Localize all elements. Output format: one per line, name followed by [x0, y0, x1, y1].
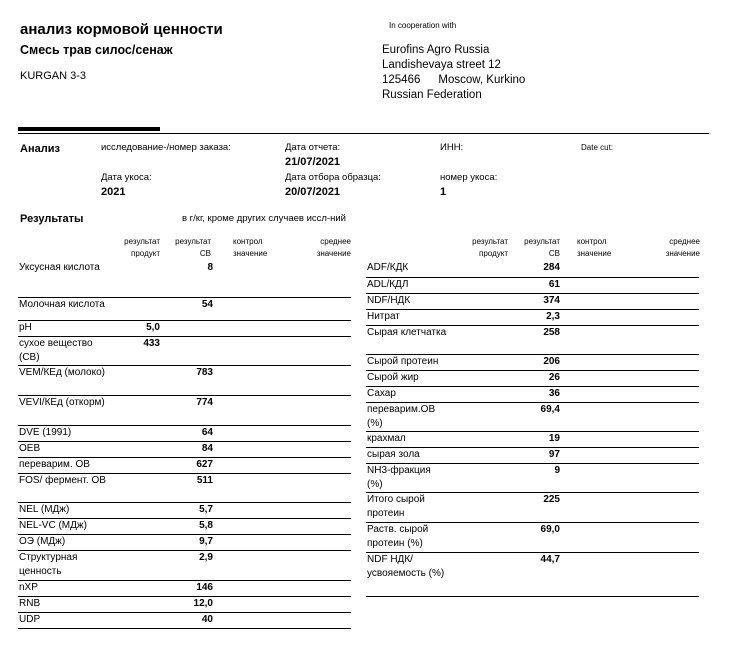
report-date-value: 21/07/2021 [285, 156, 341, 168]
table-row [366, 552, 699, 596]
row-dm-value: 9 [554, 464, 560, 476]
analysis-label: Анализ [20, 143, 60, 155]
left-header-dm: результат СВ [175, 237, 211, 258]
results-table-left [18, 261, 351, 629]
table-row [18, 596, 351, 612]
row-name: ADF/КДК [367, 262, 409, 273]
table-row [18, 550, 351, 580]
row-product-value [110, 457, 160, 473]
sample-date-label: Дата отбора образца: [285, 172, 381, 183]
table-row [366, 370, 699, 386]
cut-number-value: 1 [440, 186, 447, 198]
row-name: Сырая клетчатка [367, 326, 447, 338]
row-dm-value: 44,7 [540, 553, 560, 565]
row-name: VEM/КЕд (молоко) [19, 366, 105, 378]
row-extra [560, 522, 699, 552]
row-dm-value: 5,7 [199, 503, 213, 515]
report-title: анализ кормовой ценности [20, 21, 223, 38]
row-dm-value: 84 [201, 442, 213, 454]
row-product-value [448, 522, 508, 552]
row-dm-value: 225 [543, 493, 560, 505]
row-name: NH3-фракция (%) [367, 464, 431, 490]
table-row [366, 447, 699, 463]
row-name: NEL (МДж) [19, 503, 70, 515]
row-extra [213, 336, 351, 365]
row-extra [213, 580, 351, 596]
row-dm-value: 54 [201, 298, 213, 310]
row-product-value [448, 277, 508, 293]
table-row [18, 261, 351, 297]
row-name: переварим.ОВ (%) [367, 403, 436, 429]
table-row [366, 522, 699, 552]
cut-date-label: Дата укоса: [101, 172, 152, 183]
row-dm-value: 774 [196, 396, 213, 408]
row-name: UDP [19, 613, 41, 625]
row-extra [560, 463, 699, 492]
table-row [18, 320, 351, 336]
results-unit-note: в г/кг, кроме других случаев иссл-ний [182, 213, 346, 224]
row-product-value [110, 425, 160, 441]
row-dm-value: 284 [543, 262, 560, 273]
table-row [366, 277, 699, 293]
row-product-value [448, 431, 508, 447]
row-name: NDF/НДК [367, 294, 411, 306]
row-extra [560, 447, 699, 463]
row-product-value [448, 293, 508, 309]
right-header-average: среднее значение [665, 237, 700, 258]
row-dm-value: 511 [196, 474, 213, 486]
address-city: Moscow, Kurkino [438, 74, 526, 86]
cooperation-label: In cooperation with [389, 21, 457, 30]
row-dm-value: 5,8 [199, 519, 213, 531]
cut-date-value: 2021 [101, 186, 126, 198]
row-name: FOS/ фермент. ОВ [19, 474, 106, 486]
row-dm-value: 2,9 [199, 551, 213, 563]
sample-date-value: 20/07/2021 [285, 186, 341, 198]
row-extra [213, 261, 351, 297]
right-header-product: результат продукт [472, 237, 508, 258]
row-extra [560, 354, 699, 370]
row-name: OEB [19, 442, 41, 454]
row-dm-value: 2,3 [546, 310, 560, 322]
row-product-value [110, 502, 160, 518]
table-row [366, 463, 699, 492]
row-extra [213, 365, 351, 395]
row-extra [560, 277, 699, 293]
row-name: NEL-VC (МДж) [19, 519, 87, 531]
section-divider-thick [18, 127, 160, 131]
row-name: Раств. сырой протеин (%) [367, 523, 429, 549]
table-row [18, 502, 351, 518]
row-name: Нитрат [367, 310, 400, 322]
row-name: переварим. ОВ [19, 458, 90, 470]
row-dm-value: 61 [548, 278, 560, 290]
row-product-value [110, 297, 160, 320]
row-name: Молочная кислота [19, 298, 105, 310]
row-product-value [110, 612, 160, 628]
row-extra [560, 431, 699, 447]
row-dm-value: 627 [196, 458, 213, 470]
address-city-line [382, 73, 525, 88]
order-number-label: исследование-/номер заказа: [101, 142, 231, 153]
row-dm-value: 9,7 [199, 535, 213, 547]
left-header-control: контрол значение [233, 237, 268, 258]
row-extra [560, 492, 699, 522]
row-dm-value [160, 336, 213, 365]
row-product-value [110, 365, 160, 395]
table-row [18, 441, 351, 457]
row-name: Уксусная кислота [19, 262, 100, 273]
row-extra [213, 395, 351, 425]
row-dm-value: 12,0 [193, 597, 213, 609]
table-row [18, 395, 351, 425]
row-dm-value: 8 [207, 262, 213, 273]
row-extra [213, 612, 351, 628]
row-extra [213, 596, 351, 612]
row-extra [213, 297, 351, 320]
row-dm-value: 258 [543, 326, 560, 338]
row-name: ОЭ (МДж) [19, 535, 66, 547]
row-extra [213, 518, 351, 534]
row-name: RNB [19, 597, 41, 609]
row-extra [213, 457, 351, 473]
row-name: DVE (1991) [19, 426, 72, 438]
row-product-value [448, 309, 508, 325]
date-cut-label: Date cut: [581, 143, 614, 152]
row-dm-value: 64 [201, 426, 213, 438]
row-product-value [110, 596, 160, 612]
table-row [18, 612, 351, 628]
row-extra [213, 425, 351, 441]
row-extra [213, 502, 351, 518]
row-product-value [110, 580, 160, 596]
row-product-value [110, 550, 160, 580]
row-dm-value: 69,4 [540, 403, 560, 415]
row-extra [560, 293, 699, 309]
row-product-value [448, 386, 508, 402]
table-row [18, 365, 351, 395]
table-row [366, 261, 699, 277]
sample-code: KURGAN 3-3 [20, 70, 87, 82]
results-table-right [366, 261, 699, 597]
row-extra [560, 261, 699, 277]
report-subtitle: Смесь трав силос/сенаж [20, 43, 173, 57]
row-product-value [448, 402, 508, 431]
row-dm-value [160, 320, 213, 336]
row-dm-value: 19 [548, 432, 560, 444]
table-row [18, 297, 351, 320]
row-extra [213, 550, 351, 580]
row-name: NDF НДК/усвояемость (%) [367, 553, 445, 579]
row-name: Сырой протеин [367, 355, 439, 367]
row-dm-value: 26 [548, 371, 560, 383]
row-name: ADL/КДЛ [367, 278, 409, 290]
address-zip: 125466 [382, 74, 421, 86]
section-divider [18, 133, 709, 134]
row-product-value [448, 325, 508, 354]
row-extra [560, 325, 699, 354]
row-name: VEVI/КЕд (откорм) [19, 396, 105, 408]
row-product-value [110, 441, 160, 457]
row-product-value [448, 463, 508, 492]
row-extra [213, 473, 351, 502]
row-product-value [448, 492, 508, 522]
report-date-label: Дата отчета: [285, 142, 341, 153]
row-dm-value: 783 [196, 366, 213, 378]
table-row [18, 518, 351, 534]
row-product-value [448, 552, 508, 596]
row-product-value [448, 261, 508, 277]
row-name: крахмал [367, 432, 406, 444]
row-extra [560, 552, 699, 596]
row-product-value [110, 534, 160, 550]
table-row [18, 336, 351, 365]
left-header-product: результат продукт [124, 237, 160, 258]
address-company: Eurofins Agro Russia [382, 44, 490, 56]
table-row [366, 325, 699, 354]
row-product-value: 433 [143, 337, 160, 349]
row-dm-value: 97 [548, 448, 560, 460]
row-dm-value: 36 [548, 387, 560, 399]
row-name: pH [19, 321, 32, 333]
row-name: nXP [19, 581, 38, 593]
cut-number-label: номер укоса: [440, 172, 498, 183]
results-title: Результаты [20, 213, 84, 225]
row-product-value [110, 518, 160, 534]
table-row [366, 402, 699, 431]
row-name: Структурная ценность [19, 551, 78, 577]
table-row [366, 431, 699, 447]
inn-label: ИНН: [440, 142, 464, 153]
row-name: Сахар [367, 387, 396, 399]
row-dm-value: 146 [196, 581, 213, 593]
row-name: сырая зола [367, 448, 420, 460]
table-row [18, 473, 351, 502]
row-product-value [110, 261, 160, 297]
table-row [366, 354, 699, 370]
table-row [18, 534, 351, 550]
right-header-dm: результат СВ [524, 237, 560, 258]
row-extra [560, 370, 699, 386]
row-extra [560, 386, 699, 402]
row-dm-value: 206 [543, 355, 560, 367]
row-dm-value: 374 [543, 294, 560, 306]
row-name: Сырой жир [367, 371, 419, 383]
address-street: Landishevaya street 12 [382, 59, 501, 71]
row-extra [560, 309, 699, 325]
row-extra [213, 534, 351, 550]
left-header-average: среднее значение [316, 237, 351, 258]
row-product-value [448, 354, 508, 370]
row-product-value [110, 395, 160, 425]
table-row [18, 457, 351, 473]
row-name: Итого сырой протеин [367, 493, 425, 519]
table-row [366, 309, 699, 325]
table-row [366, 386, 699, 402]
right-header-control: контрол значение [577, 237, 612, 258]
row-extra [560, 402, 699, 431]
row-product-value [448, 447, 508, 463]
row-extra [213, 441, 351, 457]
row-product-value: 5,0 [146, 321, 160, 333]
table-row [18, 425, 351, 441]
row-dm-value: 40 [201, 613, 213, 625]
row-extra [213, 320, 351, 336]
table-row [366, 492, 699, 522]
table-row [18, 580, 351, 596]
row-name: сухое вещество (СВ) [19, 337, 93, 363]
row-product-value [448, 370, 508, 386]
row-dm-value: 69,0 [540, 523, 560, 535]
table-row [366, 293, 699, 309]
row-product-value [110, 473, 160, 502]
address-country: Russian Federation [382, 89, 482, 101]
